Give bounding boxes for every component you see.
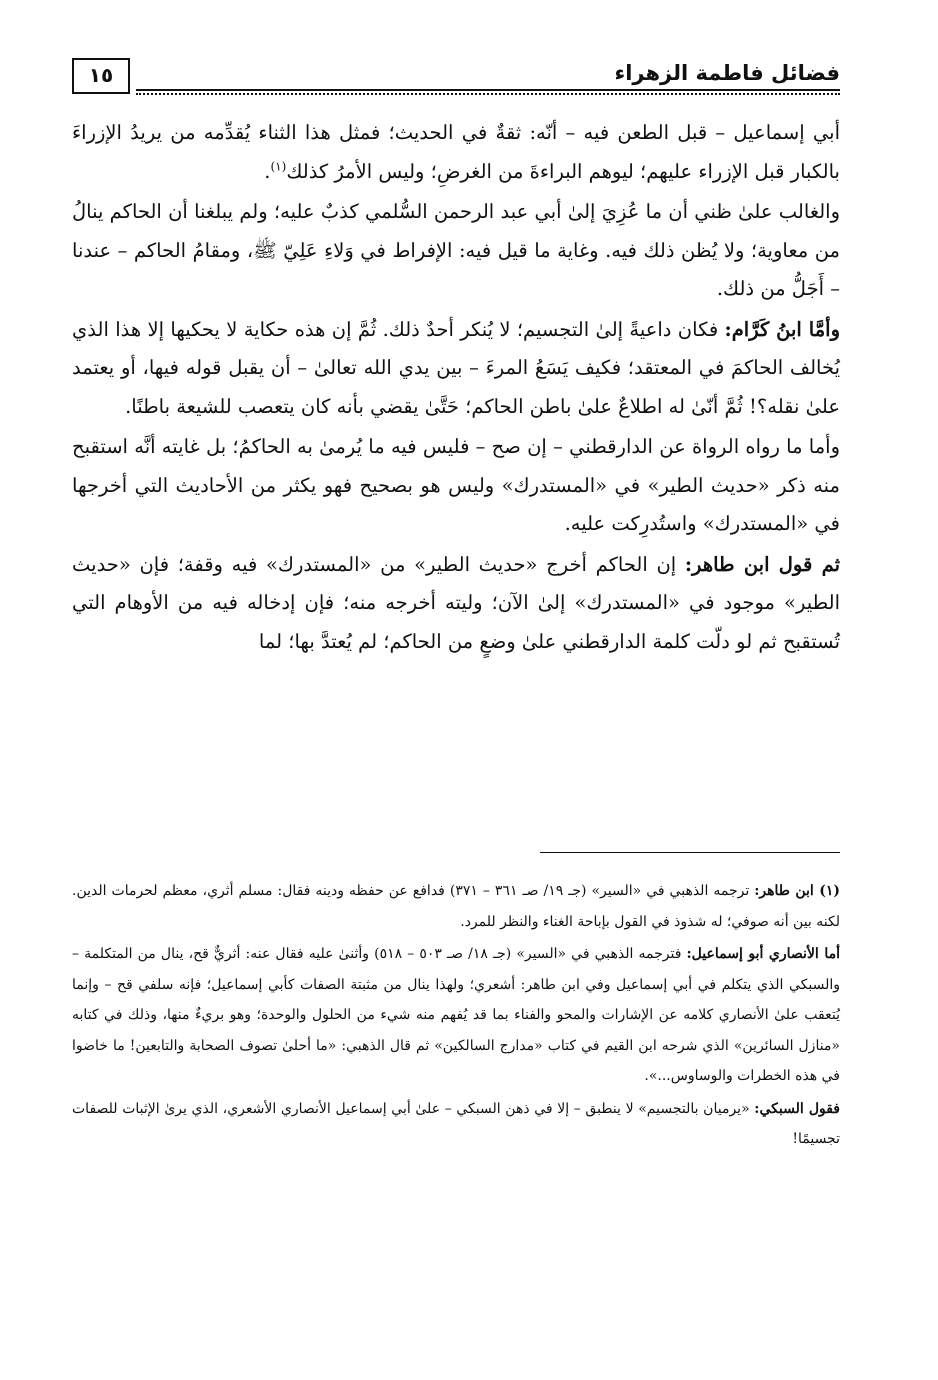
footnote-lead: فقول السبكي: xyxy=(754,1100,840,1117)
paragraph-lead: وأمَّا ابنُ كَرَّام: xyxy=(724,317,840,341)
paragraph-tail: . xyxy=(264,159,271,183)
paragraph xyxy=(72,114,840,191)
footnote xyxy=(72,876,840,937)
footnote-lead: (١) ابن طاهر: xyxy=(754,883,840,899)
paragraph xyxy=(72,428,840,544)
footnote xyxy=(72,939,840,1092)
header-dotted-rule xyxy=(136,93,840,95)
footnote-text: ترجمه الذهبي في «السير» (جـ ١٩/ صـ ٣٦١ – ٣٧١) فدافع عن حفظه ودينه فقال: مسلم أثري، معظم لحرمات الدين. لكنه بين أنه صوفي؛ له شذوذ في القول بإباحة الغناء والنظر للمرد. xyxy=(72,883,840,930)
paragraph xyxy=(72,546,840,662)
page-number: ١٥ xyxy=(72,58,130,94)
paragraph-lead: ثم قول ابن طاهر: xyxy=(684,552,840,576)
footnote xyxy=(72,1094,840,1155)
running-title: فضائل فاطمة الزهراء xyxy=(614,61,840,85)
footnote-lead: أما الأنصاري أبو إسماعيل: xyxy=(686,946,841,962)
paragraph-text: والغالب علىٰ ظني أن ما عُزِيَ إلىٰ أبي عبد الرحمن السُّلمي كذبٌ عليه؛ ولم يبلغنا أن الحاكم ينالُ من معاوية؛ ولا يُظن ذلك فيه. وغاية ما قيل فيه: الإفراط في وَلاءِ عَلِيّ ﷺ، ومقامُ الحاكم – عندنا – أَجَلُّ من ذلك. xyxy=(72,200,840,300)
paragraph xyxy=(72,311,840,427)
footnote-reference[interactable]: (١) xyxy=(270,159,287,173)
main-text xyxy=(72,114,840,663)
running-header xyxy=(72,56,840,100)
footnote-separator xyxy=(540,852,840,853)
footnotes xyxy=(72,876,840,1157)
header-rule xyxy=(136,89,840,91)
paragraph-text: وأما ما رواه الرواة عن الدارقطني – إن صح – فليس فيه ما يُرمىٰ به الحاكمُ؛ بل غايته أنَّه استقبح منه ذكر «حديث الطير» في «المستدرك» وليس هو بصحيح فهو يكثر من الأحاديث التي أخرجها في «المستدرك» واستُدرِكت عليه. xyxy=(72,435,840,535)
footnote-text: فترجمه الذهبي في «السير» (جـ ١٨/ صـ ٥٠٣ – ٥١٨) وأثنىٰ عليه فقال عنه: أثريٌّ قح، ينال من المتكلمة – والسبكي الذي يتكلم في أبي إسماعيل وفي ابن طاهر: أشعري؛ ولهذا ينال من مثبتة الصفات كأبي إسماعيل؛ فإنه سلفي قح – وإنما يُتعقب علىٰ الأنصاري كلامه عن الإشارات والمحو والفناء بما قد يُفهم منه شيء من الحلول والوحدة؛ وهو بريءٌ منها، وذلك في كتابه «منازل السائرين» الذي شرحه ابن القيم في كتاب «مدارج السالكين» ثم قال الذهبي: «ما أحلىٰ تصوف الصحابة والتابعين! ما خاضوا في هذه الخطرات والوساوس...». xyxy=(72,946,840,1084)
footnote-text: «يرميان بالتجسيم» لا ينطبق – إلا في ذهن السبكي – علىٰ أبي إسماعيل الأنصاري الأشعري، الذي يرىٰ الإثبات للصفات تجسيمًا! xyxy=(72,1100,840,1147)
paragraph-text: أبي إسماعيل – قبل الطعن فيه – أنّه: ثقةٌ في الحديث؛ فمثل هذا الثناء يُقدِّمه من يريدُ الإزراءَ بالكبار قبل الإزراء عليهم؛ ليوهم البراءةَ من الغرضِ؛ وليس الأمرُ كذلك xyxy=(72,121,840,183)
paragraph-text: إن الحاكم أخرج «حديث الطير» من «المستدرك» فيه وقفة؛ فإن «حديث الطير» موجود في «المستدرك» إلىٰ الآن؛ وليته أخرجه منه؛ فإن إدخاله فيه من الأوهام التي تُستقبح ثم لو دلّت كلمة الدارقطني علىٰ وضعٍ من الحاكم؛ لم يُعتدَّ بها؛ لما xyxy=(72,552,840,653)
paragraph-text: فكان داعيةً إلىٰ التجسيم؛ لا يُنكر أحدٌ ذلك. ثُمَّ إن هذه حكاية لا يحكيها إلا هذا الذي يُخالف الحاكمَ في المعتقد؛ فكيف يَسَعُ المرءَ – بين يدي الله تعالىٰ – أن يقبل قوله فيها، أو يعتمد علىٰ نقله؟! ثُمَّ أنّىٰ له اطلاعٌ علىٰ باطن الحاكم؛ حَتَّىٰ يقضي بأنه كان يتعصب للشيعة باطنًا. xyxy=(72,317,840,418)
paragraph xyxy=(72,193,840,309)
